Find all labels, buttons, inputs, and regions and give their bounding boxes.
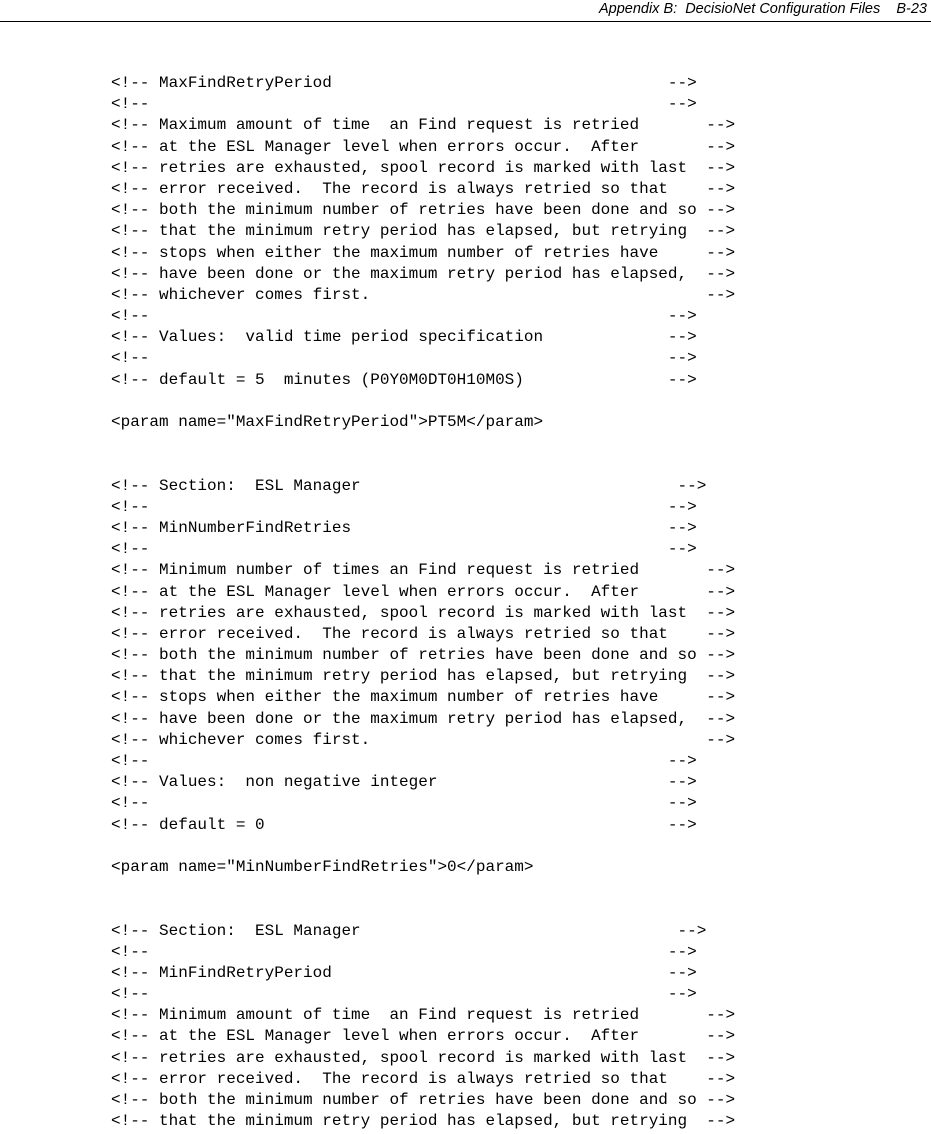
- comment-line: <!-- -->: [111, 95, 697, 114]
- comment-line: <!-- -->: [111, 942, 697, 961]
- blank-line: [111, 836, 735, 857]
- comment-line: <!-- both the minimum number of retries have been done and so -->: [111, 201, 736, 220]
- blank-line: [111, 433, 735, 454]
- comment-line: <!-- -->: [111, 985, 697, 1004]
- comment-line: <!-- that the minimum retry period has elapsed, but retrying -->: [111, 667, 736, 686]
- config-listing: [111, 73, 735, 1132]
- blank-line: [111, 454, 735, 475]
- comment-line: <!-- default = 0 -->: [111, 815, 697, 834]
- comment-line: <!-- error received. The record is always retried so that -->: [111, 1069, 736, 1088]
- comment-line: <!-- retries are exhausted, spool record is marked with last -->: [111, 603, 736, 622]
- param-line: <param name="MaxFindRetryPeriod">PT5M</param>: [111, 413, 544, 431]
- blank-line: [111, 899, 735, 920]
- comment-line: <!-- Minimum number of times an Find request is retried -->: [111, 561, 736, 580]
- comment-line: <!-- have been done or the maximum retry period has elapsed, -->: [111, 264, 736, 283]
- comment-line: <!-- whichever comes first. -->: [111, 285, 736, 304]
- comment-line: <!-- retries are exhausted, spool record is marked with last -->: [111, 1048, 736, 1067]
- comment-line: <!-- that the minimum retry period has elapsed, but retrying -->: [111, 222, 736, 241]
- comment-line: <!-- -->: [111, 349, 697, 368]
- param-line: <param name="MinNumberFindRetries">0</param>: [111, 857, 534, 876]
- comment-line: <!-- retries are exhausted, spool record is marked with last -->: [111, 158, 736, 177]
- comment-line: <!-- error received. The record is always retried so that -->: [111, 179, 736, 198]
- comment-line: <!-- error received. The record is always retried so that -->: [111, 624, 736, 643]
- comment-line: <!-- -->: [111, 752, 697, 770]
- page-number: B-23: [896, 1, 927, 17]
- comment-line: <!-- at the ESL Manager level when errors occur. After -->: [111, 1027, 736, 1046]
- comment-line: <!-- Section: ESL Manager -->: [111, 921, 707, 940]
- comment-line: <!-- stops when either the maximum number of retries have -->: [111, 688, 736, 707]
- comment-line: <!-- -->: [111, 794, 697, 813]
- blank-line: [111, 391, 735, 412]
- comment-line: <!-- MinFindRetryPeriod -->: [111, 963, 697, 982]
- page-header-text: [599, 0, 927, 18]
- comment-line: <!-- MinNumberFindRetries -->: [111, 518, 697, 537]
- comment-line: <!-- have been done or the maximum retry period has elapsed, -->: [111, 709, 736, 728]
- page-header: [0, 0, 931, 22]
- comment-line: <!-- Values: non negative integer -->: [111, 773, 697, 792]
- comment-line: <!-- Minimum amount of time an Find request is retried -->: [111, 1006, 736, 1025]
- comment-line: <!-- both the minimum number of retries have been done and so -->: [111, 1091, 736, 1109]
- comment-line: <!-- that the minimum retry period has elapsed, but retrying -->: [111, 1112, 736, 1131]
- comment-line: <!-- stops when either the maximum number of retries have -->: [111, 243, 736, 262]
- comment-line: <!-- MaxFindRetryPeriod -->: [111, 74, 697, 92]
- comment-line: <!-- both the minimum number of retries have been done and so -->: [111, 646, 736, 665]
- comment-line: <!-- Section: ESL Manager -->: [111, 476, 707, 495]
- comment-line: <!-- at the ESL Manager level when errors occur. After -->: [111, 582, 736, 601]
- comment-line: <!-- -->: [111, 307, 697, 326]
- blank-line: [111, 878, 735, 899]
- comment-line: <!-- -->: [111, 497, 697, 516]
- comment-line: <!-- -->: [111, 540, 697, 559]
- comment-line: <!-- whichever comes first. -->: [111, 730, 736, 749]
- comment-line: <!-- Values: valid time period specification -->: [111, 328, 697, 347]
- comment-line: <!-- at the ESL Manager level when errors occur. After -->: [111, 137, 736, 156]
- comment-line: <!-- default = 5 minutes (P0Y0M0DT0H10M0S) -->: [111, 370, 697, 389]
- comment-line: <!-- Maximum amount of time an Find request is retried -->: [111, 116, 736, 135]
- header-title: Appendix B: DecisioNet Configuration Files: [598, 1, 881, 17]
